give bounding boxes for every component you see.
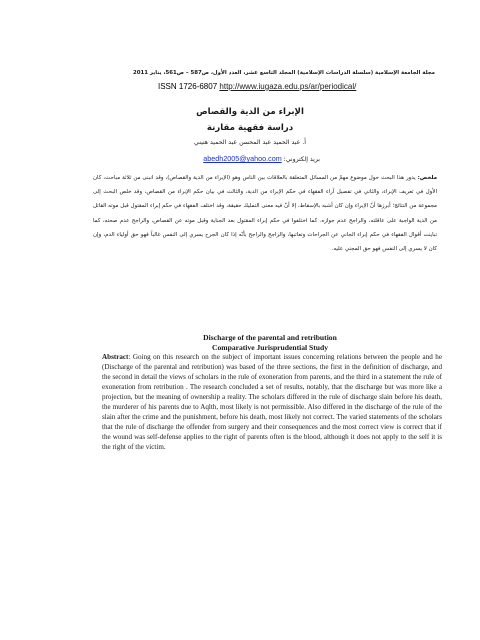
arabic-abstract-label: ملخص: — [417, 175, 437, 181]
english-abstract — [102, 352, 442, 452]
journal-citation: مجلة الجامعة الإسلامية (سلسلة الدراسات الإسلامية) المجلد التاسع عشر، العدد الأول، ص587 – ص561، يناير 2011 — [133, 70, 435, 76]
english-title: Discharge of the parental and retribution — [203, 333, 337, 342]
arabic-abstract — [93, 171, 437, 256]
english-abstract-body: : Going on this research on the subject of important issues concerning relations between the people and he (Discharge of the parental and retribution) was based of the three sections, the first in the definition of discharge, and the second in detail the views of scholars in the rule of exoneration from parents, and the third in a statement the rule of exoneration from retribution . The research concluded a set of results, notably, that the discharge but was more like a projection, but the meaning of ownership a reality. The scholars differed in the rule of discharge slain before his death, the murderer of his parents due to Aqlth, most likely is not permissible. Also differed in the discharge of the rule of the slain after the crime and the punishment, before his death, most likely not correct. The varied statements of the scholars that the rule of discharge the offender from surgery and their consequences and the most correct view is correct that if the wound was self-defense applies to the right of parents often is the blood, although it does not apply to the self it is the right of the victim. — [102, 353, 442, 452]
english-abstract-label: Abstract — [102, 353, 129, 361]
journal-url-link[interactable]: http://www.iugaza.edu.ps/ar/periodical/ — [219, 82, 357, 91]
english-subtitle: Comparative Jurisprudential Study — [211, 343, 329, 352]
issn-number: ISSN 1726-6807 — [158, 82, 218, 91]
arabic-title: الإبراء من الدية والقصاص — [196, 107, 304, 117]
email-row — [175, 154, 320, 163]
author-name: أ. عبد الحميد عبد المحسن عبد الحميد هنيني — [194, 139, 306, 146]
arabic-abstract-body: يدور هذا البحث حول موضوع مهمّ من المسائل المتعلقة بالعلاقات بين الناس وهو (الإبراء من الدية والقصاص)، وقد انبنى من ثلاثة مباحث، كان الأول في تعريف الإبراء، والثاني في تفصيل آراء الفقهاء في حكم الإبراء من الدية، والثالث في بيان حكم الإبراء من القصاص، وقد خلص البحث إلى مجموعة من النتائج؛ أبرزها أنّ الإبراء وإن كان أشبه بالإسقاط، إلا أنّ فيه معنى التمليك حقيقة، وقد اختلف الفقهاء في حكم إبراء المقتول قبل موته القاتل من الدية الواجبة على عاقلته، والراجح عدم جوازه. كما اختلفوا في حكم إبراء المقتول بعد الجناية وقبل موته عن القصاص، والراجح عدم صحته، كما تباينت أقوال الفقهاء في حكم إبراء الجاني عن الجراحات وتعاتبها، والراجح والراجح بأنّه إذا كان الجرح يسري إلى النفس غالباً فهو حق أولياء الدم، وإن كان لا يسري إلى النفس فهو حق المجني عليه. — [93, 175, 437, 253]
email-link[interactable]: abedh2005@yahoo.com — [203, 154, 282, 163]
arabic-subtitle: دراسة فقهية مقارنة — [206, 123, 294, 133]
issn-url-line — [158, 82, 458, 91]
email-label: بريد إلكتروني: — [283, 156, 320, 163]
